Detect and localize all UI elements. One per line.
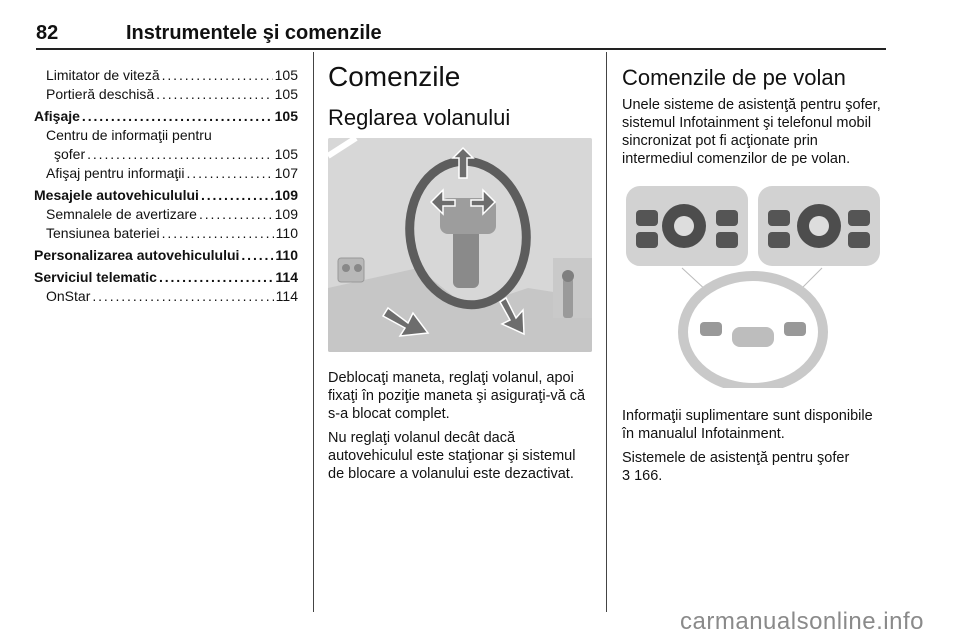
page-header	[36, 22, 886, 50]
table-of-contents	[34, 66, 298, 306]
column-divider-right	[606, 52, 607, 612]
toc-entry-displays[interactable]: Afişaje . . . 105	[34, 107, 298, 126]
paragraph-more-info: Informaţii suplimentare sunt disponibile în manualul Infotainment.	[622, 408, 873, 442]
toc-entry-vehicle-personalisation[interactable]: Personalizarea autovehiculului . . . 110	[34, 246, 298, 265]
paragraph-driver-assistance: Sistemele de asistenţă pentru şofer	[622, 450, 850, 466]
section-controls	[328, 60, 592, 489]
header-rule	[36, 48, 886, 50]
page-reference-link[interactable]: 3 166.	[622, 468, 663, 484]
toc-entry-door-open[interactable]: Portieră deschisă . . . 105	[34, 85, 298, 104]
column-divider-left	[313, 52, 314, 612]
steering-wheel-controls-illustration	[622, 182, 886, 393]
page-number: 82	[36, 22, 59, 44]
toc-entry-info-display[interactable]: Afişaj pentru informaţii . . . 107	[34, 164, 298, 183]
paragraph-adjust-warning: Nu reglaţi volanul decât dacă autovehiculul este staţionar şi sistemul de blocare a volanului este dezactivat.	[328, 430, 576, 482]
toc-entry-telematics-service[interactable]: Serviciul telematic . . . 114	[34, 268, 298, 287]
steering-wheel-adjustment-illustration	[328, 138, 592, 357]
toc-entry-driver-info-center[interactable]: şofer . . . 105	[34, 145, 298, 164]
toc-entry-speed-limiter[interactable]: Limitator de viteză . . . 105	[34, 66, 298, 85]
chapter-title: Instrumentele şi comenzile	[126, 22, 382, 44]
paragraph-intro: Unele sisteme de asistenţă pentru şofer, sistemul Infotainment şi telefonul mobil sincronizat pot fi acţionate prin intermediul comenzilor de pe volan.	[622, 97, 881, 167]
section-subtitle: Reglarea volanului	[328, 105, 511, 130]
section-title: Comenzile	[328, 61, 461, 92]
watermark: carmanualsonline.info	[680, 608, 924, 635]
section-title: Comenzile de pe volan	[622, 65, 846, 90]
toc-entry-battery-voltage[interactable]: Tensiunea bateriei . . . 110	[34, 224, 298, 243]
toc-entry-onstar[interactable]: OnStar . . . 114	[34, 287, 298, 306]
toc-entry-driver-info-center-line1[interactable]: Centru de informaţii pentru	[46, 127, 212, 143]
paragraph-adjust-instructions: Deblocaţi maneta, reglaţi volanul, apoi fixaţi în poziţie maneta şi asiguraţi-vă că s-a blocat complet.	[328, 370, 586, 422]
toc-entry-vehicle-messages[interactable]: Mesajele autovehiculului . . . 109	[34, 186, 298, 205]
section-steering-wheel-controls	[622, 64, 886, 491]
toc-entry-warning-chimes[interactable]: Semnalele de avertizare . . . 109	[34, 205, 298, 224]
